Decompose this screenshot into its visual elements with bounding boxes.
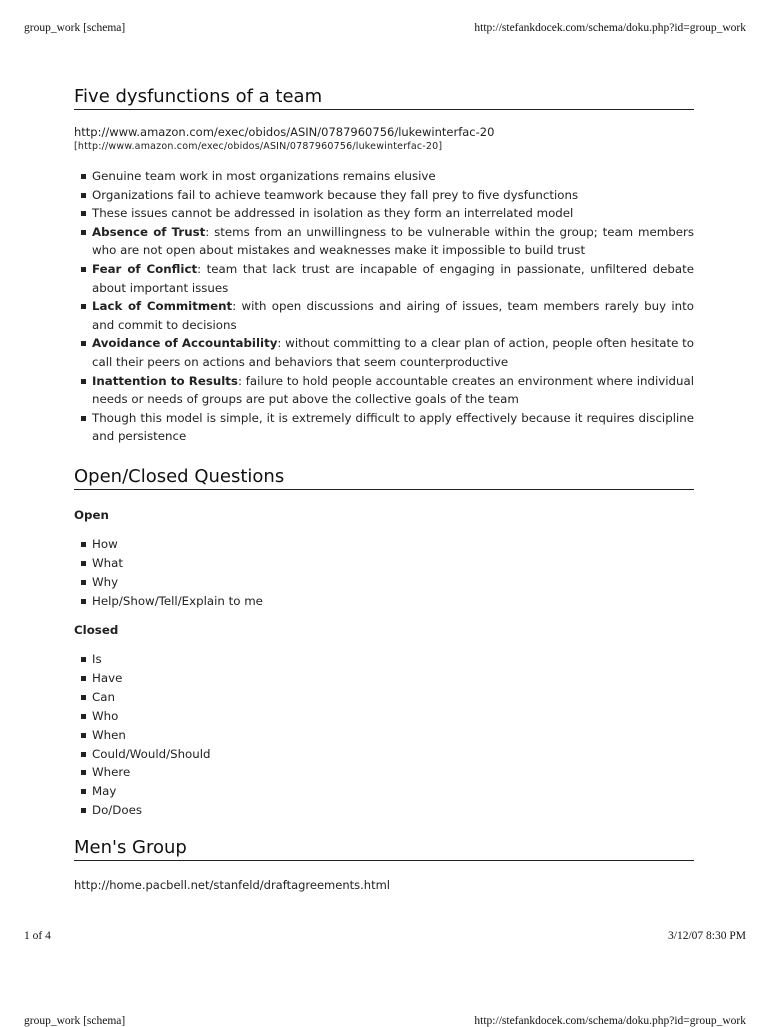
list-item: Have xyxy=(74,669,694,688)
print-datetime: 3/12/07 8:30 PM xyxy=(668,930,746,942)
list-item-text: These issues cannot be addressed in isolation as they form an interrelated model xyxy=(92,206,574,221)
list-item xyxy=(74,372,694,409)
list-item-text: : with open discussions and airing of issues, team members rarely buy into and commit to decisions xyxy=(92,299,694,332)
list-item-term: Absence of Trust xyxy=(92,224,206,239)
section-title-mens-group: Men's Group xyxy=(74,837,694,861)
next-page-header xyxy=(24,1015,746,1027)
list-item-term: Inattention to Results xyxy=(92,373,238,388)
list-item-text: Genuine team work in most organizations remains elusive xyxy=(92,169,436,183)
open-heading: Open xyxy=(74,508,109,522)
list-item: Do/Does xyxy=(74,801,694,820)
print-footer xyxy=(24,930,746,942)
list-item-text: : team that lack trust are incapable of engaging in passionate, unfiltered debate about important issues xyxy=(92,261,694,295)
next-header-title: group_work [schema] xyxy=(24,1015,126,1027)
amazon-link[interactable]: http://www.amazon.com/exec/obidos/ASIN/0787960756/lukewinterfac-20 xyxy=(74,125,495,139)
next-header-url: http://stefankdocek.com/schema/doku.php?id=group_work xyxy=(474,1015,746,1027)
list-item xyxy=(74,260,694,297)
list-item xyxy=(74,223,694,260)
list-item-term: Lack of Commitment xyxy=(92,299,233,314)
list-item xyxy=(74,334,694,371)
pacbell-link[interactable]: http://home.pacbell.net/stanfeld/draftagreements.html xyxy=(74,878,390,892)
print-header xyxy=(24,22,746,34)
section-title-dysfunctions: Five dysfunctions of a team xyxy=(74,86,694,110)
amazon-link-bracketed: [http://www.amazon.com/exec/obidos/ASIN/0787960756/lukewinterfac-20] xyxy=(74,141,443,152)
section-title-questions: Open/Closed Questions xyxy=(74,466,694,490)
list-item: When xyxy=(74,726,694,745)
list-item xyxy=(74,297,694,334)
print-header-title: group_work [schema] xyxy=(24,22,126,34)
closed-heading: Closed xyxy=(74,623,119,637)
list-item-text: : without committing to a clear plan of action, people often hesitate to call their peers on actions and behaviors that seem counterproductive xyxy=(92,336,694,369)
list-item-term: Fear of Conflict xyxy=(92,261,198,276)
list-item: What xyxy=(74,554,694,573)
list-item: Could/Would/Should xyxy=(74,745,694,764)
list-item-text: : failure to hold people accountable creates an environment where individual needs or needs of groups are put above the collective goals of the team xyxy=(92,373,694,407)
dysfunctions-list xyxy=(74,167,694,446)
list-item-text: : stems from an unwillingness to be vulnerable within the group; team members who are not open about mistakes and weaknesses make it impossible to build trust xyxy=(92,224,694,258)
open-questions-list xyxy=(74,535,694,611)
list-item: Can xyxy=(74,688,694,707)
list-item-term: Avoidance of Accountability xyxy=(92,336,278,351)
list-item: Help/Show/Tell/Explain to me xyxy=(74,592,694,611)
page-count: 1 of 4 xyxy=(24,930,51,942)
list-item: Who xyxy=(74,707,694,726)
list-item: How xyxy=(74,535,694,554)
print-header-url: http://stefankdocek.com/schema/doku.php?id=group_work xyxy=(474,22,746,34)
list-item: Where xyxy=(74,763,694,782)
list-item xyxy=(74,204,694,223)
list-item xyxy=(74,167,694,186)
list-item-text: Though this model is simple, it is extremely difficult to apply effectively because it requires discipline and persistence xyxy=(92,410,694,444)
list-item xyxy=(74,186,694,205)
list-item: Why xyxy=(74,573,694,592)
list-item: May xyxy=(74,782,694,801)
closed-questions-list xyxy=(74,650,694,820)
list-item-text: Organizations fail to achieve teamwork because they fall prey to five dysfunctions xyxy=(92,187,579,202)
list-item: Is xyxy=(74,650,694,669)
list-item xyxy=(74,409,694,446)
